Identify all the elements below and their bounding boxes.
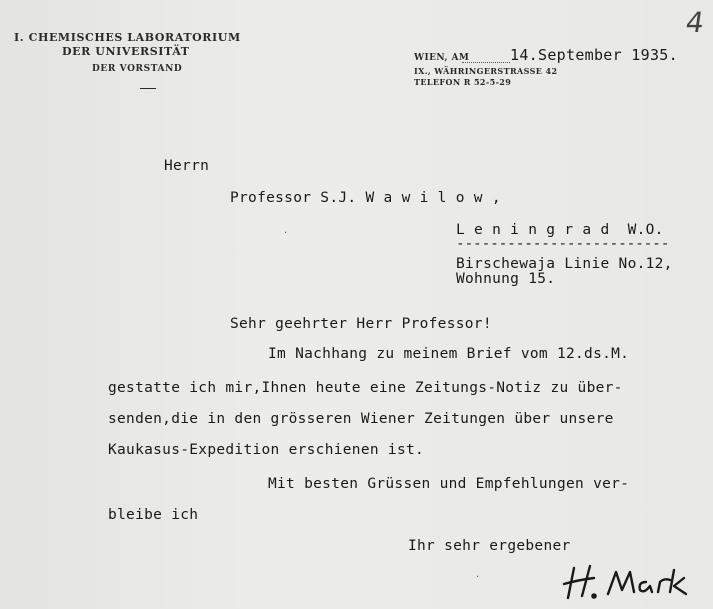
recipient-city-underline: ------------------------- (456, 236, 670, 252)
letter-date: 14.September 1935. (510, 46, 678, 64)
recipient-street: Birschewaja Linie No.12, (456, 256, 673, 272)
recipient-city: L e n i n g r a d W.O. (456, 222, 664, 238)
body-line-5: Mit besten Grüssen und Empfehlungen ver- (268, 476, 630, 492)
signature-image (560, 560, 700, 606)
recipient-herrn: Herrn (164, 158, 210, 174)
page-number: 4 (683, 6, 707, 39)
letterhead-line2: DER UNIVERSITÄT (62, 45, 190, 58)
closing: Ihr sehr ergebener (408, 538, 571, 554)
date-dotted-line (462, 62, 510, 63)
body-line-4: Kaukasus-Expedition erschienen ist. (108, 442, 425, 458)
letterhead-divider (140, 88, 156, 89)
letterhead-line1: I. CHEMISCHES LABORATORIUM (14, 31, 241, 44)
paper-speck: · (284, 228, 288, 239)
city-prefix: WIEN, AM (414, 53, 470, 63)
address-phone: TELEFON R 52-5-29 (414, 77, 512, 87)
body-line-6: bleibe ich (108, 507, 199, 523)
greeting: Sehr geehrter Herr Professor! (230, 316, 492, 332)
body-line-2: gestatte ich mir,Ihnen heute eine Zeitungs-Notiz zu über- (108, 380, 623, 396)
letterhead-line3: DER VORSTAND (92, 64, 183, 74)
body-line-1: Im Nachhang zu meinem Brief vom 12.ds.M. (268, 346, 630, 362)
paper-speck: · (476, 572, 480, 583)
recipient-name: Professor S.J. W a w i l o w , (230, 190, 501, 206)
address-street: IX., WÄHRINGERSTRASSE 42 (414, 66, 558, 76)
recipient-apartment: Wohnung 15. (456, 271, 556, 287)
body-line-3: senden,die in den grösseren Wiener Zeitungen über unsere (108, 411, 614, 427)
